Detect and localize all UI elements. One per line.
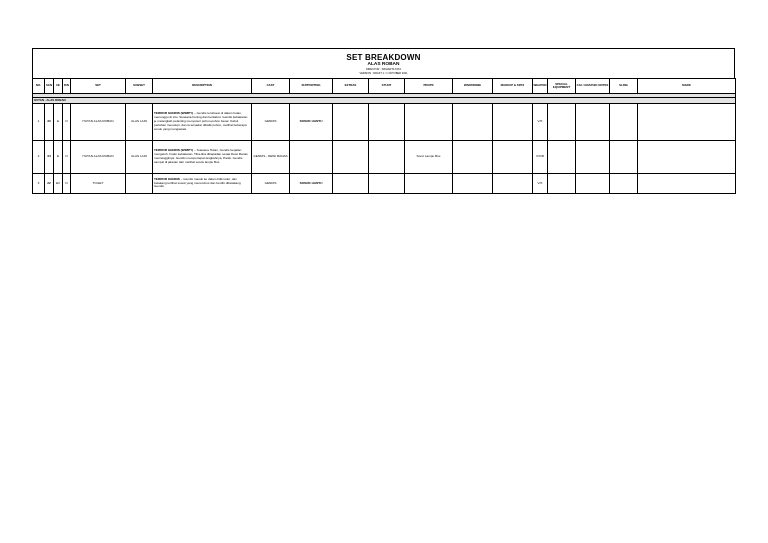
- cell-supporting: [290, 141, 333, 174]
- director-line: DIRECTOR : SIDHARTA TATA: [365, 68, 402, 71]
- cell-mark: [638, 141, 736, 174]
- cell-special-equipment: [548, 141, 576, 174]
- col-no: NO.: [33, 79, 45, 94]
- cell-description: [153, 104, 252, 141]
- cell-supporting: SOSOK HANTU: [290, 104, 333, 141]
- cell-props: [405, 174, 453, 194]
- cell-dn: N: [63, 141, 71, 174]
- cell-description: [153, 174, 252, 194]
- cell-set: TOILET: [71, 174, 126, 194]
- cell-no: 2: [33, 141, 45, 174]
- cell-sling: [610, 174, 638, 194]
- table-row[interactable]: [33, 141, 736, 174]
- desc-body: – Suasana Hutan, Gendis berjalan mengeluh, hutan kebakaran. Tiba-tiba dihapadan sesak Dewi Ranas memanggilnya. Gendis mempertepat langkahnya, Panik. Gendis sampai di jalanan dan melihat sosok lampu Bus.: [154, 148, 248, 164]
- col-wardrobe: WARDROBE: [453, 79, 493, 94]
- breakdown-table: [32, 78, 736, 194]
- version-line: VERSION : DRAFT 1 / 1 OKTOBER 2021: [359, 71, 408, 75]
- cell-weapon: V/X: [533, 174, 548, 194]
- cell-stunt: [369, 104, 405, 141]
- cell-description: [153, 141, 252, 174]
- col-set: SET: [71, 79, 126, 94]
- cell-mark: [638, 174, 736, 194]
- cell-scn: 34: [45, 141, 54, 174]
- col-scn: SCN: [45, 79, 54, 94]
- col-dn: D/N: [63, 79, 71, 94]
- desc-head: TERROR GENDIS: [154, 176, 180, 181]
- cell-subset: [126, 174, 153, 194]
- col-extras: EXTRAS: [333, 79, 369, 94]
- cell-mark: [638, 104, 736, 141]
- col-subset: SUBSET: [126, 79, 153, 94]
- cell-cast: GENDIS: [252, 104, 290, 141]
- title-block: [32, 48, 735, 78]
- cell-subset: ALAS LAIN: [126, 141, 153, 174]
- col-mark: MARK: [638, 79, 736, 94]
- cell-weapon: V/X: [533, 104, 548, 141]
- desc-body: – Gendis terobsesi di dalam hutan, menunggu di situ. Suasana hening dan berkabut. Gendis kebakaran je melangkah pelanting menyusuri pohon-pohon besar. Kabut perlahan menutupi, dan ia tersadar dibalik pohon, melihat beberapa sosok yang mengawasi.: [154, 111, 248, 131]
- sheet-title: SET BREAKDOWN: [346, 53, 421, 62]
- cell-extras: [333, 104, 369, 141]
- section-label: HUTAN - ALAS ROBAN: [33, 98, 736, 104]
- cell-cgi-notes: [576, 104, 610, 141]
- desc-body: – Gendis masuk ke dalam bilik toilet, dan belakang terlihat sosok yang menembus dan berdiri dibelakang Gendis.: [154, 176, 241, 189]
- col-description: DESCRIPTION: [153, 79, 252, 94]
- cell-set: HUTAN ALAS ROBAN: [71, 141, 126, 174]
- cell-scn: 22: [45, 174, 54, 194]
- cell-subset: ALAS LAIN: [126, 104, 153, 141]
- cell-props: Sorot Lampu Bus: [405, 141, 453, 174]
- cell-cast: GENDIS - DEWI RANAS: [252, 141, 290, 174]
- cell-wardrobe: [453, 141, 493, 174]
- cell-special-equipment: [548, 174, 576, 194]
- cell-makeup: [493, 174, 533, 194]
- cell-no: 3: [33, 174, 45, 194]
- col-stunt: STUNT: [369, 79, 405, 94]
- col-sling: SLING: [610, 79, 638, 94]
- table-row[interactable]: [33, 174, 736, 194]
- col-special-equipment: SPECIAL EQUIPMENT: [548, 79, 576, 94]
- cell-ie: E: [54, 104, 63, 141]
- cell-cgi-notes: [576, 174, 610, 194]
- cell-makeup: [493, 104, 533, 141]
- cell-sling: [610, 141, 638, 174]
- col-cgi-notes: CGI / GRAPHIC NOTES: [576, 79, 610, 94]
- col-weapon: WEAPON: [533, 79, 548, 94]
- cell-cast: GENDIS: [252, 174, 290, 194]
- cell-dn: N: [63, 174, 71, 194]
- cell-no: 1: [33, 104, 45, 141]
- col-ie: I/E: [54, 79, 63, 94]
- cell-cgi-notes: [576, 141, 610, 174]
- breakdown-sheet: [32, 48, 735, 194]
- cell-props: [405, 104, 453, 141]
- cell-dn: N: [63, 104, 71, 141]
- cell-wardrobe: [453, 104, 493, 141]
- cell-stunt: [369, 141, 405, 174]
- col-cast: CAST: [252, 79, 290, 94]
- cell-stunt: [369, 174, 405, 194]
- cell-scn: 30: [45, 104, 54, 141]
- cell-special-equipment: [548, 104, 576, 141]
- sheet-subtitle: ALAS ROBAN: [367, 62, 400, 67]
- cell-supporting: SOSOK HANTU: [290, 174, 333, 194]
- cell-weapon: V/X/R: [533, 141, 548, 174]
- cell-extras: [333, 174, 369, 194]
- desc-head: TERROR GENDIS (WIMPY): [154, 148, 194, 153]
- cell-sling: [610, 104, 638, 141]
- cell-ie: E: [54, 141, 63, 174]
- cell-ie: E/I: [54, 174, 63, 194]
- cell-extras: [333, 141, 369, 174]
- col-props: PROPS: [405, 79, 453, 94]
- desc-head: TERROR GENDIS (WIMPY): [154, 111, 194, 116]
- cell-makeup: [493, 141, 533, 174]
- col-makeup: MAKEUP & SPFX: [493, 79, 533, 94]
- col-supporting: SUPPORTING: [290, 79, 333, 94]
- table-row[interactable]: [33, 104, 736, 141]
- cell-set: HUTAN ALAS ROBAN: [71, 104, 126, 141]
- cell-wardrobe: [453, 174, 493, 194]
- header-row: [33, 79, 736, 94]
